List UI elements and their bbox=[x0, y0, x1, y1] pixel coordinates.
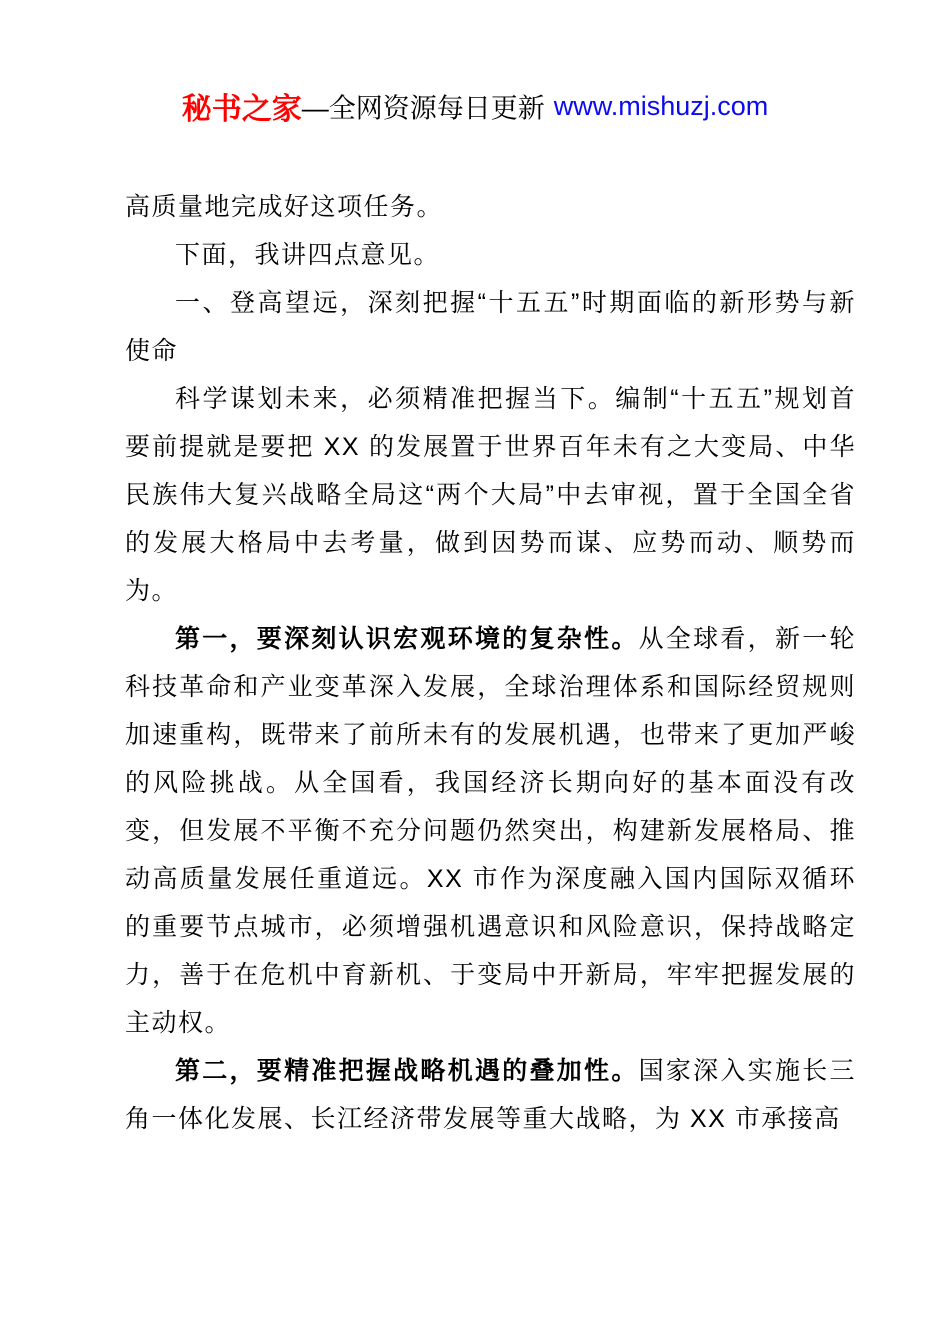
site-tagline: —全网资源每日更新 bbox=[301, 93, 545, 124]
paragraph-lead-bold: 第一，要深刻认识宏观环境的复杂性。 bbox=[175, 625, 639, 653]
paragraph-text: 从全球看，新一轮科技革命和产业变革深入发展，全球治理体系和国际经贸规则加速重构，既带来了前所未有的发展机遇，也带来了更加严峻的风险挑战。从全国看，我国经济长期向好的基本面没有改变，但发展不平衡不充分问题仍然突出，构建新发展格局、推动高质量发展任重道远。XX 市作为深度融入国内国际双循环的重要节点城市，必须增强机遇意识和风险意识，保持战略定力，善于在危机中育新机、于变局中开新局，牢牢把握发展的主动权。 bbox=[125, 625, 856, 1037]
page-header bbox=[0, 84, 950, 128]
paragraph-text: 一、登高望远，深刻把握“十五五”时期面临的新形势与新使命 bbox=[125, 289, 856, 365]
paragraph-text: 下面，我讲四点意见。 bbox=[175, 241, 441, 269]
paragraph bbox=[125, 615, 856, 1047]
paragraph-lead-bold: 第二，要精准把握战略机遇的叠加性。 bbox=[175, 1057, 639, 1085]
paragraph bbox=[125, 183, 856, 231]
paragraph-text: 高质量地完成好这项任务。 bbox=[125, 193, 444, 221]
document-body bbox=[125, 183, 856, 1143]
paragraph bbox=[125, 375, 856, 615]
paragraph bbox=[125, 1047, 856, 1143]
paragraph-text: 国家深入实施长三角一体化发展、长江经济带发展等重大战略，为 XX 市承接高 bbox=[125, 1057, 856, 1133]
site-url-link[interactable]: www.mishuzj.com bbox=[553, 90, 769, 121]
paragraph-text: 科学谋划未来，必须精准把握当下。编制“十五五”规划首要前提就是要把 XX 的发展置于世界百年未有之大变局、中华民族伟大复兴战略全局这“两个大局”中去审视，置于全国全省的发展大格局中去考量，做到因势而谋、应势而动、顺势而为。 bbox=[125, 385, 856, 605]
site-name: 秘书之家 bbox=[181, 93, 302, 126]
paragraph bbox=[125, 279, 856, 375]
paragraph bbox=[125, 231, 856, 279]
